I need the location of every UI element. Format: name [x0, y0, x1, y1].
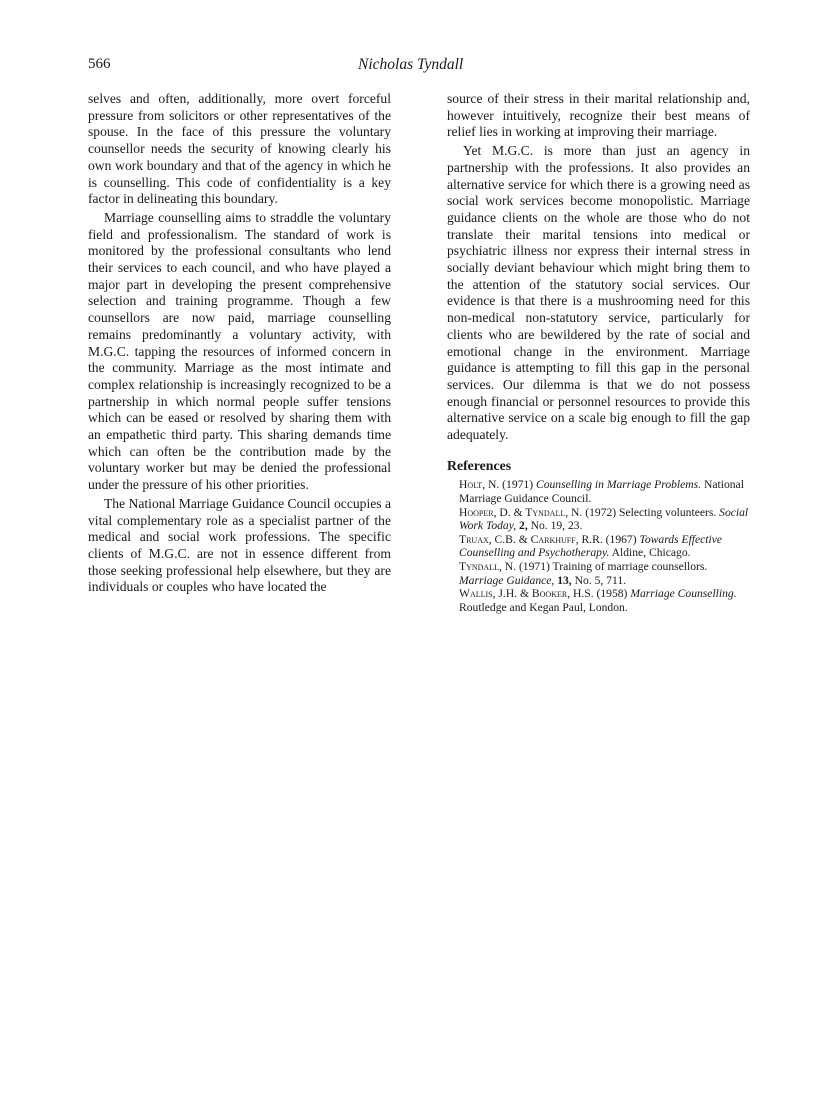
reference-title: Towards Effective Counselling and Psychotherapy.	[459, 532, 723, 560]
reference-article-title: Training of marriage counsellors.	[552, 560, 708, 574]
reference-entry	[447, 533, 750, 560]
reference-publisher: Routledge and Kegan Paul, London.	[459, 600, 628, 614]
running-head-author: Nicholas Tyndall	[358, 56, 464, 73]
reference-publisher: National Marriage Guidance Council.	[459, 478, 744, 506]
reference-entry	[447, 506, 750, 533]
reference-entry	[447, 587, 750, 614]
reference-entry	[447, 478, 750, 505]
reference-title: Counselling in Marriage Problems.	[535, 478, 702, 492]
reference-year: (1972)	[582, 505, 620, 519]
right-column	[447, 91, 750, 614]
body-paragraph: selves and often, additionally, more overt forceful pressure from solicitors or other representatives of the spouse. In the face of this pressure the voluntary counsellor needs the security of knowing clearly his own work boundary and that of the agency in which he is counselling. This code of confidentiality is a key factor in delineating this boundary.	[88, 91, 391, 207]
reference-year: (1958)	[593, 587, 631, 601]
reference-journal: Social Work Today,	[459, 505, 749, 533]
reference-author: Hooper, D. & Tyndall, N.	[459, 505, 583, 519]
body-paragraph: source of their stress in their marital relationship and, however intuitively, recognize their best means of relief lies in working at improving their marriage.	[447, 91, 750, 140]
reference-volume: 2,	[516, 519, 528, 533]
reference-author: Truax, C.B. & Carkhuff, R.R.	[459, 532, 603, 546]
reference-publisher: Aldine, Chicago.	[609, 546, 691, 560]
body-paragraph: The National Marriage Guidance Council occupies a vital complementary role as a specialist partner of the medical and social work professions. The specific clients of M.G.C. are not in essence different from those seeking professional help elsewhere, but they are individuals or couples who have located the	[88, 495, 391, 595]
reference-journal: Marriage Guidance,	[459, 573, 555, 587]
body-paragraph: Yet M.G.C. is more than just an agency in partnership with the professions. It also provides an alternative service for which there is a growing need as social work services become monopolistic. Marriage guidance clients on the whole are those who do not translate their marital tensions into medical or psychiatric illness nor express their internal stress in socially deviant behaviour which might bring them to the attention of the statutory social services. Our evidence is that there is a mushrooming need for this non-medical non-statutory service, particularly for clients who are bewildered by the rate of social and emotional change in the environment. Marriage guidance is attempting to fill this gap in the personal services. Our dilemma is that we do not possess enough financial or personnel resources to provide this alternative service on a scale big enough to fill the gap adequately.	[447, 143, 750, 443]
reference-list	[447, 478, 750, 614]
page-number: 566	[88, 56, 111, 72]
reference-issue-pages: No. 19, 23.	[527, 519, 583, 533]
reference-article-title: Selecting volunteers.	[619, 505, 720, 519]
reference-author: Holt, N.	[459, 478, 500, 492]
reference-entry	[447, 560, 750, 587]
reference-author: Tyndall, N.	[459, 560, 517, 574]
reference-year: (1971)	[516, 560, 553, 574]
page-header	[88, 56, 728, 78]
body-paragraph: Marriage counselling aims to straddle the voluntary field and professionalism. The standard of work is monitored by the professional consultants who lend their services to each council, and who have played a major part in developing the present comprehensive selection and training programme. Though a few counsellors are now paid, marriage counselling remains predominantly a voluntary activity, with M.G.C. tapping the resources of informed concern in the community. Marriage as the most intimate and complex relationship is increasingly recognized to be a partnership in which normal people suffer tensions which can be eased or resolved by sharing them with an empathetic third party. This sharing demands time which can often be the contribution made by the voluntary worker but may be denied the professional under the pressure of his other priorities.	[88, 209, 391, 493]
reference-issue-pages: No. 5, 711.	[571, 573, 627, 587]
references-heading: References	[447, 457, 512, 473]
reference-volume: 13,	[554, 573, 572, 587]
reference-year: (1967)	[602, 532, 640, 546]
reference-author: Wallis, J.H. & Booker, H.S.	[459, 587, 594, 601]
left-column	[88, 91, 391, 596]
reference-year: (1971)	[499, 478, 536, 492]
reference-title: Marriage Counselling.	[630, 587, 737, 601]
